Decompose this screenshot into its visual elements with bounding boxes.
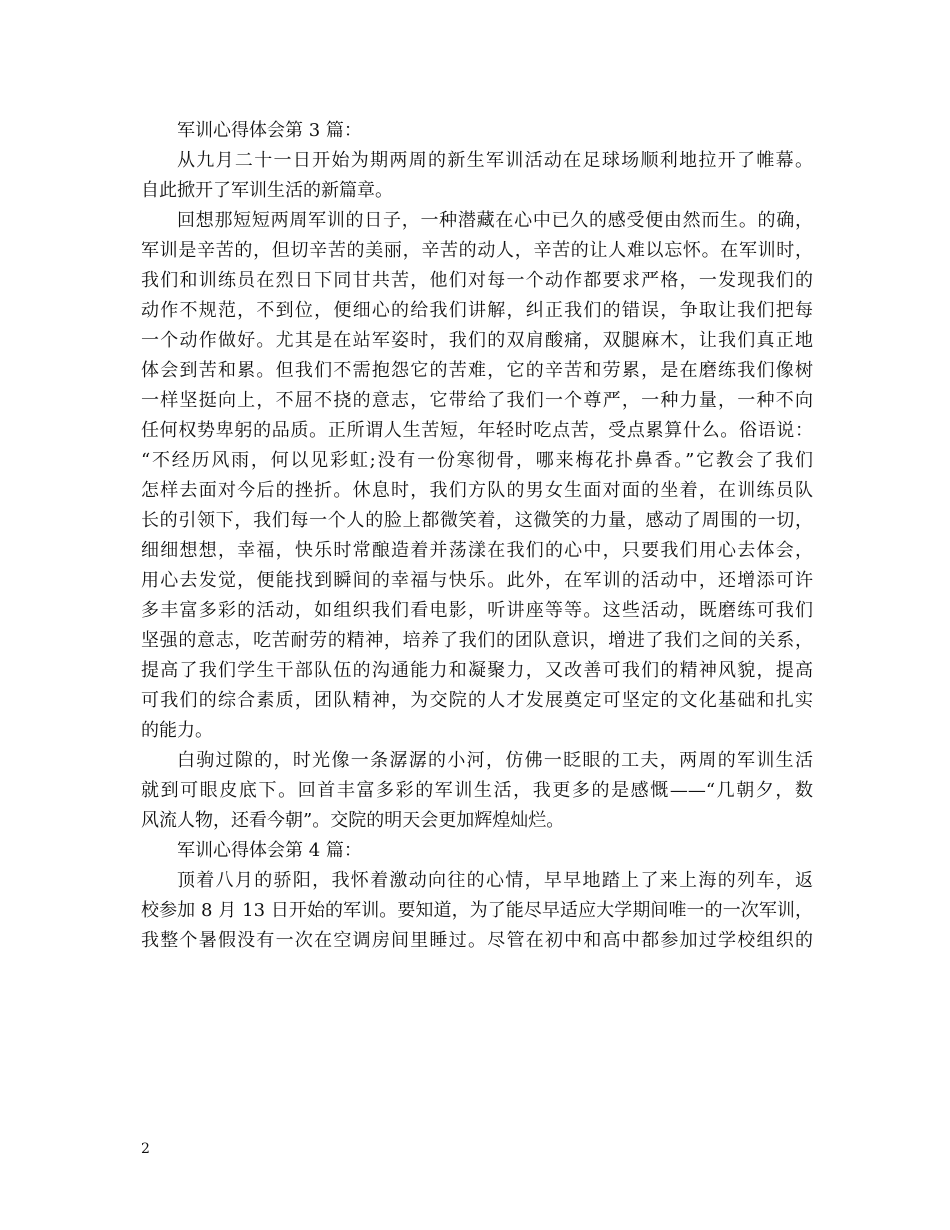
text-line: 的能力。: [141, 720, 213, 741]
text-line: 自此掀开了军训生活的新篇章。: [141, 180, 393, 201]
text-line: 动作不规范，不到位，便细心的给我们讲解，纠正我们的错误，争取让我们把每: [141, 300, 813, 321]
text-line: 就到可眼皮底下。回首丰富多彩的军训生活，我更多的是感慨——“几朝夕，数: [141, 780, 813, 801]
text-line: 怎样去面对今后的挫折。休息时，我们方队的男女生面对面的坐着，在训练员队: [141, 480, 813, 501]
text-line: 我整个暑假没有一次在空调房间里睡过。尽管在初中和高中都参加过学校组织的: [141, 930, 813, 951]
text-line: 细细想想，幸福，快乐时常酿造着并荡漾在我们的心中，只要我们用心去体会，: [141, 540, 813, 561]
text-line: 一样坚挺向上，不屈不挠的意志，它带给了我们一个尊严，一种力量，一种不向: [141, 390, 813, 411]
text-line: 顶着八月的骄阳，我怀着激动向往的心情，早早地踏上了来上海的列车，返: [177, 870, 813, 891]
text-line: 我们和训练员在烈日下同甘共苦，他们对每一个动作都要求严格，一发现我们的: [141, 270, 813, 291]
text-line: 体会到苦和累。但我们不需抱怨它的苦难，它的辛苦和劳累，是在磨练我们像树: [141, 360, 813, 381]
text-line: 用心去发觉，便能找到瞬间的幸福与快乐。此外，在军训的活动中，还增添可许: [141, 570, 813, 591]
text-line: 军训心得体会第 4 篇：: [177, 840, 362, 861]
text-line: 可我们的综合素质，团队精神，为交院的人才发展奠定可坚定的文化基础和扎实: [141, 690, 813, 711]
text-line: 军训是辛苦的，但切辛苦的美丽，辛苦的动人，辛苦的让人难以忘怀。在军训时，: [141, 240, 813, 261]
text-line: 回想那短短两周军训的日子，一种潜藏在心中已久的感受便由然而生。的确，: [177, 210, 813, 231]
text-line: 校参加 8 月 13 日开始的军训。要知道，为了能尽早适应大学期间唯一的一次军训，: [141, 900, 813, 921]
text-line: 一个动作做好。尤其是在站军姿时，我们的双肩酸痛，双腿麻木，让我们真正地: [141, 330, 813, 351]
text-line: 提高了我们学生干部队伍的沟通能力和凝聚力，又改善可我们的精神风貌，提高: [141, 660, 813, 681]
text-line: 风流人物，还看今朝”。交院的明天会更加辉煌灿烂。: [141, 810, 565, 831]
text-line: 多丰富多彩的活动，如组织我们看电影，听讲座等等。这些活动，既磨练可我们: [141, 600, 813, 621]
text-line: “不经历风雨，何以见彩虹;没有一份寒彻骨，哪来梅花扑鼻香。”它教会了我们: [141, 450, 813, 471]
text-line: 长的引领下，我们每一个人的脸上都微笑着，这微笑的力量，感动了周围的一切，: [141, 510, 813, 531]
document-body: [141, 116, 813, 956]
text-line: 任何权势卑躬的品质。正所谓人生苦短，年轻时吃点苦，受点累算什么。俗语说：: [141, 420, 813, 441]
text-line: 军训心得体会第 3 篇：: [177, 120, 362, 141]
page-number: 2: [141, 1141, 150, 1157]
text-line: 从九月二十一日开始为期两周的新生军训活动在足球场顺利地拉开了帷幕。: [177, 150, 813, 171]
text-line: 坚强的意志，吃苦耐劳的精神，培养了我们的团队意识，增进了我们之间的关系，: [141, 630, 813, 651]
text-line: 白驹过隙的，时光像一条潺潺的小河，仿佛一眨眼的工夫，两周的军训生活: [177, 750, 813, 771]
